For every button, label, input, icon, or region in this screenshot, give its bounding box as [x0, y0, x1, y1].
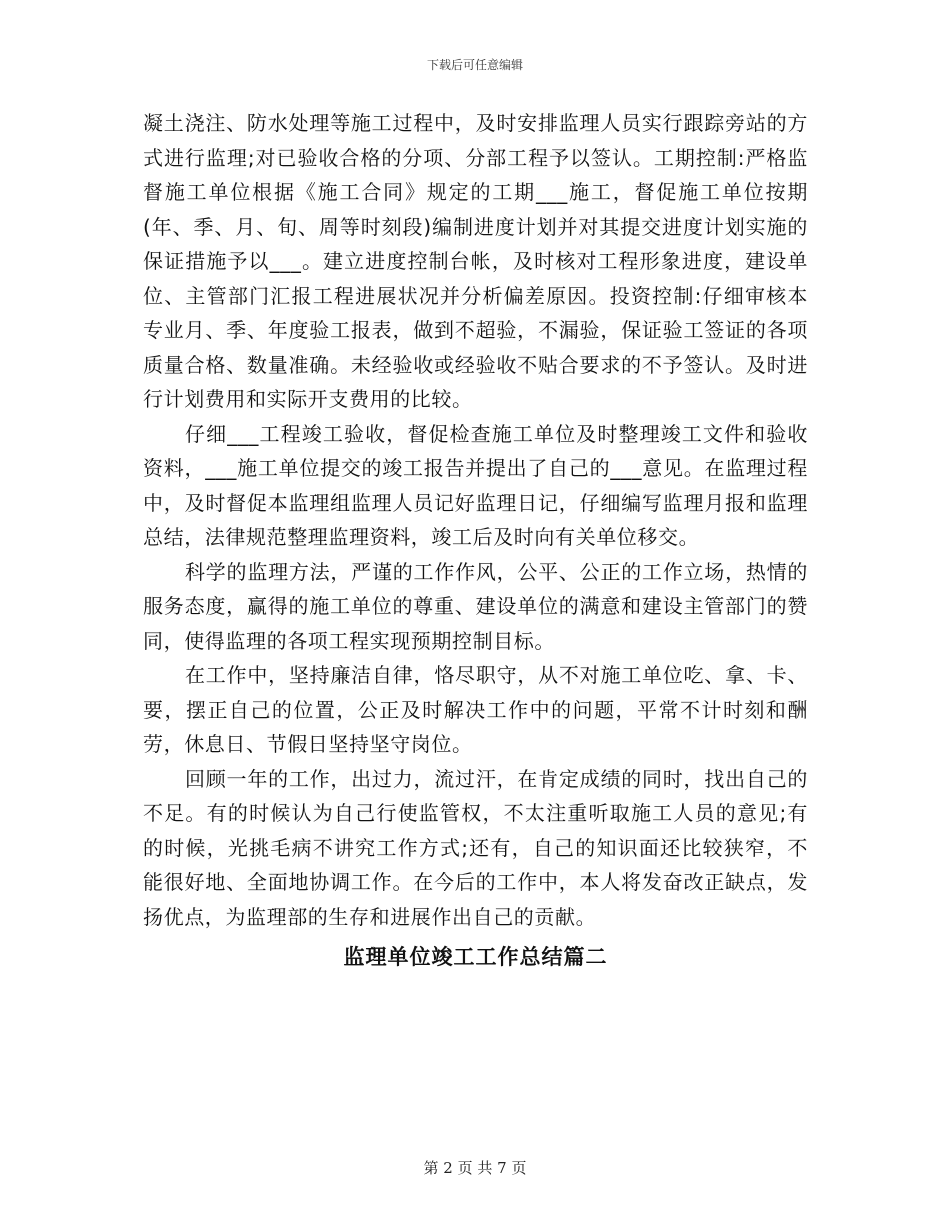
document-body — [143, 106, 808, 975]
paragraph-5: 回顾一年的工作，出过力，流过汗，在肯定成绩的同时，找出自己的不足。有的时候认为自己行使监管权，不太注重听取施工人员的意见;有的时候，光挑毛病不讲究工作方式;还有，自己的知识面还比较狭窄，不能很好地、全面地协调工作。在今后的工作中，本人将发奋改正缺点，发扬优点，为监理部的生存和进展作出自己的贡献。 — [143, 766, 808, 929]
section-title: 监理单位竣工工作总结篇二 — [343, 945, 608, 969]
paragraph-1: 凝土浇注、防水处理等施工过程中，及时安排监理人员实行跟踪旁站的方式进行监理;对已验收合格的分项、分部工程予以签认。工期控制:严格监督施工单位根据《施工合同》规定的工期___施工，督促施工单位按期(年、季、月、旬、周等时刻段)编制进度计划并对其提交进度计划实施的保证措施予以___。建立进度控制台帐，及时核对工程形象进度，建设单位、主管部门汇报工程进展状况并分析偏差原因。投资控制:仔细审核本专业月、季、年度验工报表，做到不超验，不漏验，保证验工签证的各项质量合格、数量准确。未经验收或经验收不贴合要求的不予签认。及时进行计划费用和实际开支费用的比较。 — [143, 111, 808, 411]
paragraph-4: 在工作中，坚持廉洁自律，恪尽职守，从不对施工单位吃、拿、卡、要，摆正自己的位置，公正及时解决工作中的问题，平常不计时刻和酬劳，休息日、节假日坚持坚守岗位。 — [143, 663, 808, 756]
page-header: 下载后可任意编辑 — [426, 58, 523, 72]
paragraph-2: 仔细___工程竣工验收，督促检查施工单位及时整理竣工文件和验收资料，___施工单位提交的竣工报告并提出了自己的___意见。在监理过程中，及时督促本监理组监理人员记好监理日记，仔细编写监理月报和监理总结，法律规范整理监理资料，竣工后及时向有关单位移交。 — [143, 421, 808, 549]
page-number: 第 2 页 共 7 页 — [423, 1159, 527, 1177]
paragraph-3: 科学的监理方法，严谨的工作作风，公平、公正的工作立场，热情的服务态度，赢得的施工单位的尊重、建设单位的满意和建设主管部门的赞同，使得监理的各项工程实现预期控制目标。 — [143, 559, 808, 653]
